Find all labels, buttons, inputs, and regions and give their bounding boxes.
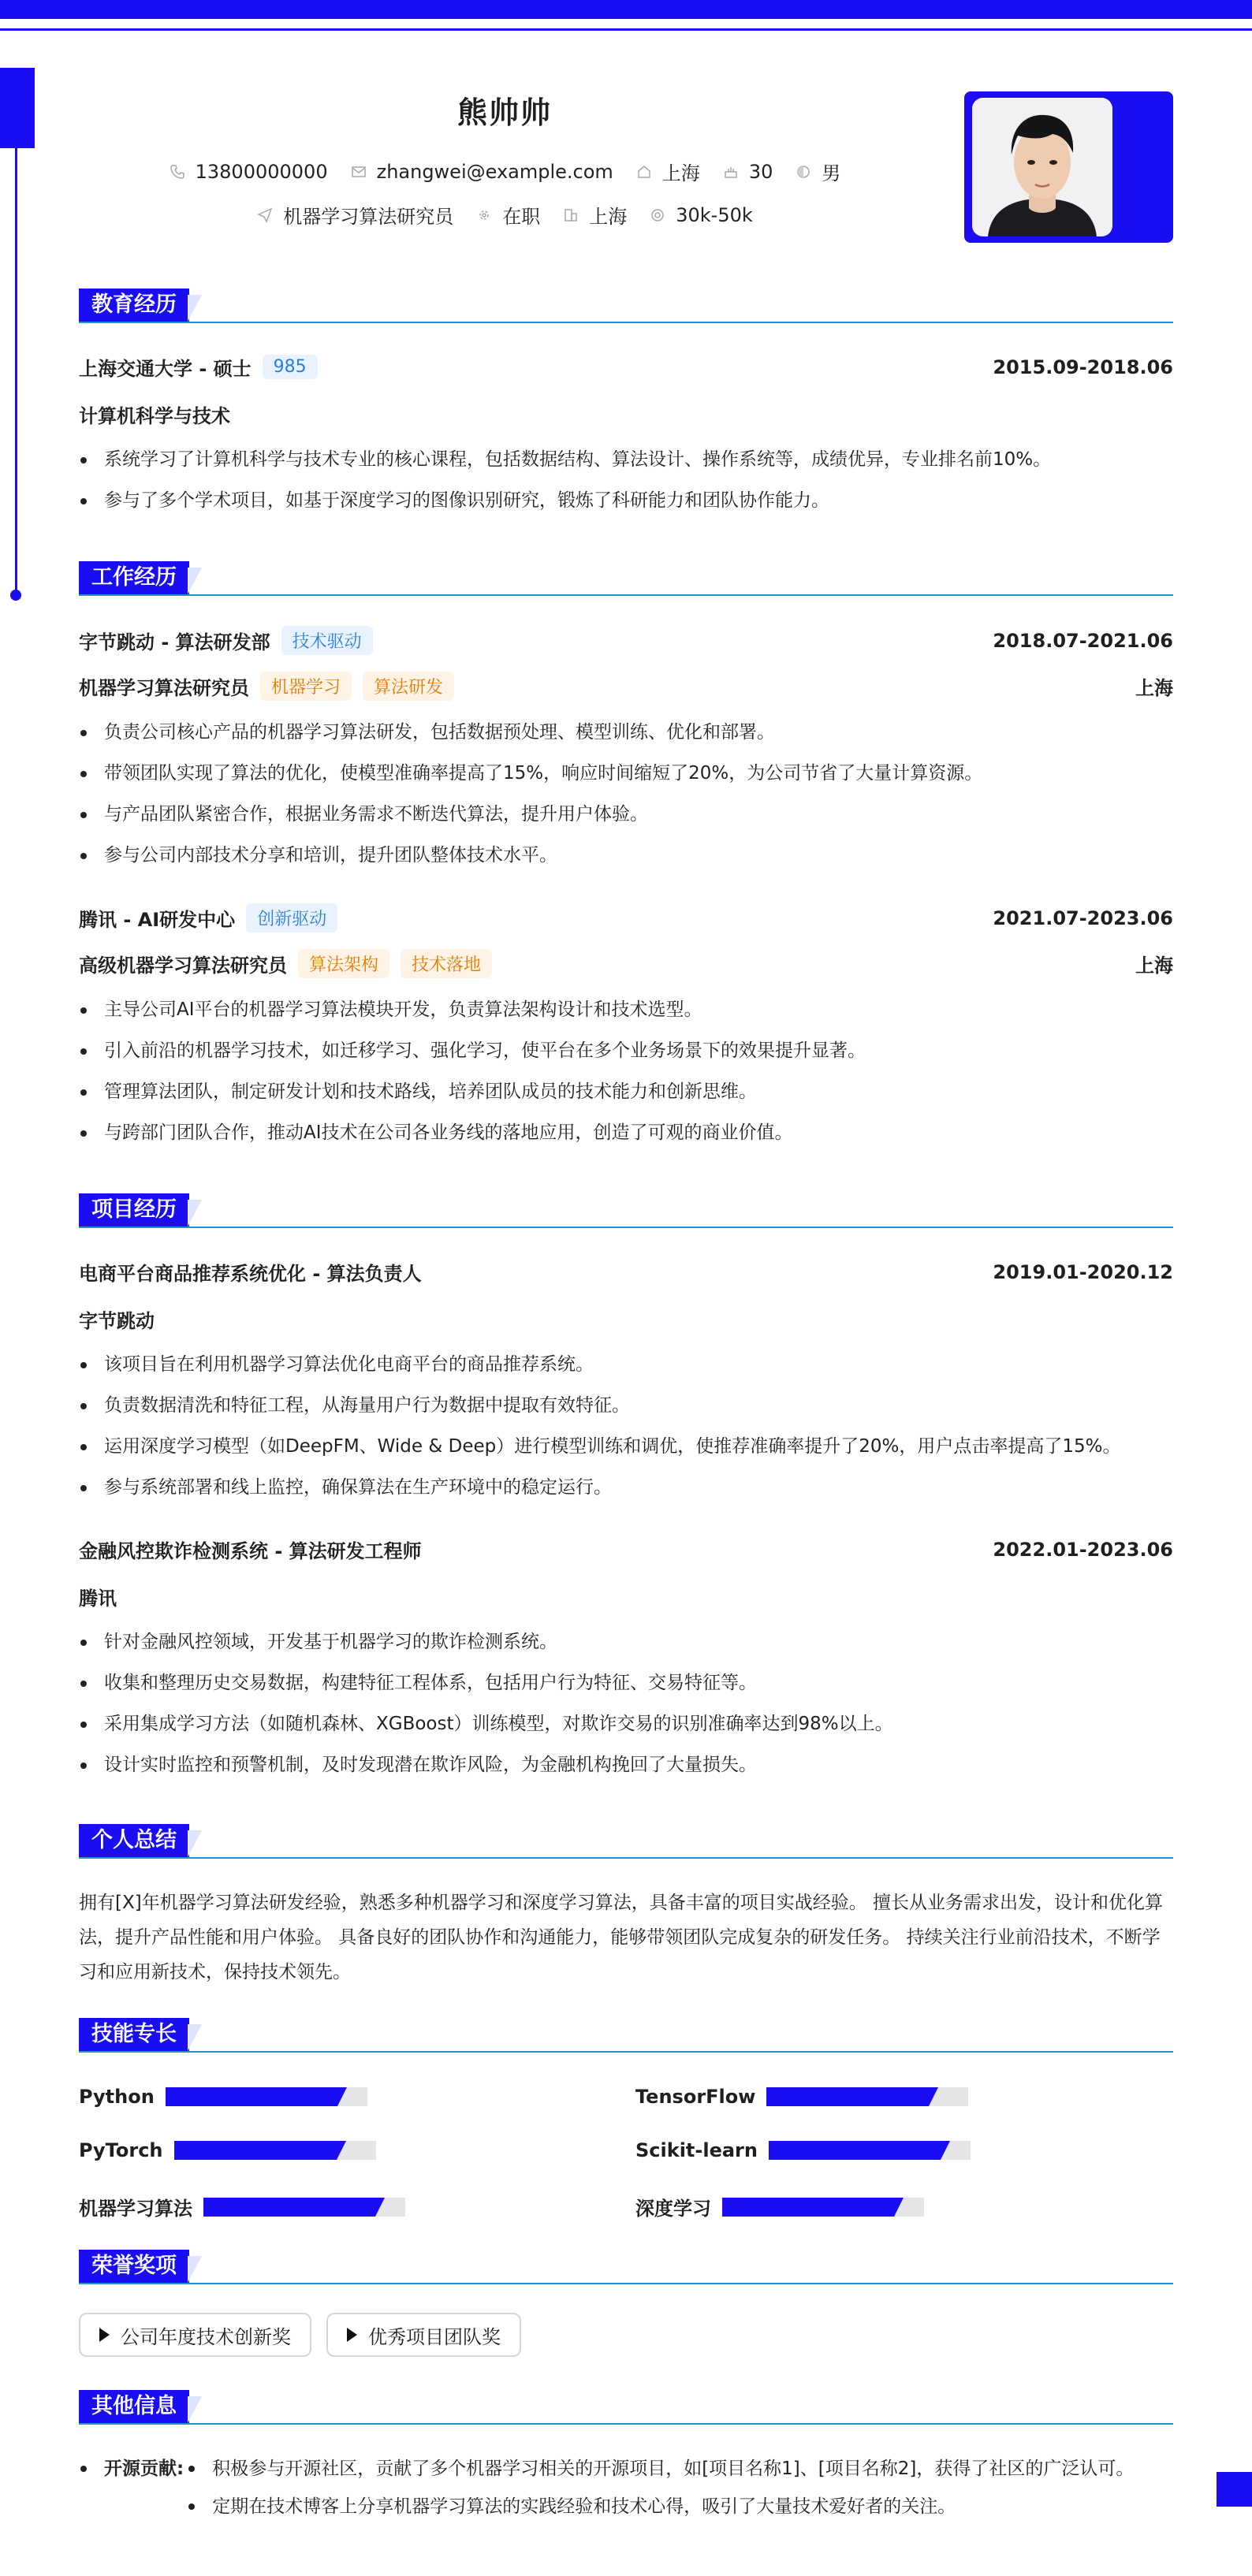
bullet-dot	[188, 2466, 195, 2472]
skill-bar-fill	[174, 2141, 337, 2160]
skill-bar-fill	[722, 2198, 894, 2217]
list-item: 该项目旨在利用机器学习算法优化电商平台的商品推荐系统。	[79, 1353, 1173, 1376]
company-tag: 创新驱动	[246, 903, 337, 932]
list-item: 负责数据清洗和特征工程，从海量用户行为数据中提取有效特征。	[79, 1394, 1173, 1417]
section-header	[79, 561, 1173, 596]
role-tag: 算法架构	[298, 949, 389, 978]
list-item: 与跨部门团队合作，推动AI技术在公司各业务线的落地应用，创造了可观的商业价值。	[79, 1121, 1173, 1145]
projects-section	[79, 1193, 1173, 1228]
project-date: 2022.01-2023.06	[993, 1538, 1173, 1561]
section-title-tail	[188, 1200, 202, 1227]
side-accent-block	[0, 68, 35, 148]
skill-name: TensorFlow	[635, 2086, 756, 2108]
section-title: 其他信息	[79, 2390, 189, 2423]
section-rule	[79, 2283, 1173, 2284]
section-rule	[79, 322, 1173, 323]
skill-bar	[166, 2087, 367, 2106]
role-title: 高级机器学习算法研究员	[79, 955, 287, 977]
target-city-text: 上海	[589, 206, 628, 228]
list-item: 参与了多个学术项目，如基于深度学习的图像识别研究，锻炼了科研能力和团队协作能力。	[79, 489, 1173, 512]
top-accent-bar	[0, 0, 1252, 19]
job-row	[79, 903, 1173, 932]
section-rule	[79, 2423, 1173, 2425]
list-item: 针对金融风控领域，开发基于机器学习的欺诈检测系统。	[79, 1630, 1173, 1654]
skill-item	[635, 2193, 924, 2220]
gear-icon	[475, 207, 493, 224]
mail-icon	[350, 163, 367, 181]
building-icon	[562, 207, 579, 224]
role-tag: 算法研发	[363, 672, 454, 701]
list-item: 设计实时监控和预警机制，及时发现潜在欺诈风险，为金融机构挽回了大量损失。	[79, 1753, 1173, 1777]
target-city-item	[562, 201, 627, 229]
skill-bar-fill	[769, 2141, 941, 2160]
list-item: 负责公司核心产品的机器学习算法研发，包括数据预处理、模型训练、优化和部署。	[79, 720, 1173, 744]
corner-accent-block	[1217, 2472, 1252, 2507]
skill-name: 深度学习	[635, 2198, 711, 2220]
section-header	[79, 1824, 1173, 1859]
skill-bar	[769, 2141, 971, 2160]
section-header	[79, 1193, 1173, 1228]
role-title: 机器学习算法研究员	[79, 677, 249, 699]
list-item: 收集和整理历史交易数据，构建特征工程体系，包括用户行为特征、交易特征等。	[79, 1671, 1173, 1695]
project-date: 2019.01-2020.12	[993, 1260, 1173, 1283]
skill-name: Python	[79, 2086, 155, 2108]
project-row	[79, 1258, 1173, 1286]
contact-row-1	[79, 158, 930, 185]
photo-frame	[964, 91, 1173, 243]
summary-text: 拥有[X]年机器学习算法研发经验，熟悉多种机器学习和深度学习算法，具备丰富的项目实战经验。 擅长从业务需求出发，设计和优化算法，提升产品性能和用户体验。 具备良好的团队协作和沟通能力，能够带领团队完成复杂的研发任务。 持续关注行业前沿技术，不断学习和应用新技术，保持技术领先。	[79, 1893, 1164, 1982]
section-rule	[79, 594, 1173, 596]
section-title-tail	[188, 295, 202, 322]
skill-bar-fill	[203, 2198, 375, 2217]
skill-name: 机器学习算法	[79, 2198, 192, 2220]
award-badge	[79, 2313, 311, 2357]
list-item: 运用深度学习模型（如DeepFM、Wide & Deep）进行模型训练和调优，使推荐准确率提升了20%，用户点击率提高了15%。	[79, 1435, 1173, 1458]
phone-text: 13800000000	[195, 160, 328, 183]
honors-section	[79, 2250, 1173, 2284]
other-item-text: 积极参与开源社区，贡献了多个机器学习相关的开源项目，如[项目名称1]、[项目名称2]，获得了社区的广泛认可。	[212, 2459, 1135, 2479]
award-label: 优秀项目团队奖	[368, 2325, 501, 2348]
sub-list-item	[187, 2453, 1173, 2485]
gender-item	[795, 158, 840, 185]
skill-bar	[722, 2198, 924, 2217]
summary-section	[79, 1824, 1173, 1859]
phone-item	[169, 161, 328, 183]
section-title: 项目经历	[79, 1193, 189, 1227]
salary-text: 30k-50k	[676, 203, 753, 226]
major-row	[79, 400, 1173, 428]
bullet-dot	[80, 2466, 87, 2472]
list-item: 采用集成学习方法（如随机森林、XGBoost）训练模型，对欺诈交易的识别准确率达到98%以上。	[79, 1712, 1173, 1736]
role-tag: 技术落地	[401, 949, 492, 978]
list-item: 系统学习了计算机科学与技术专业的核心课程，包括数据结构、算法设计、操作系统等，成绩优异，专业排名前10%。	[79, 448, 1173, 471]
city-item	[635, 158, 700, 185]
role-row	[79, 949, 1173, 978]
city-text: 上海	[661, 162, 700, 184]
skill-item	[79, 2193, 405, 2220]
candidate-name: 熊帅帅	[456, 95, 552, 130]
list-item: 管理算法团队，制定研发计划和技术路线，培养团队成员的技术能力和创新思维。	[79, 1080, 1173, 1104]
send-icon	[256, 207, 274, 224]
email-text: zhangwei@example.com	[376, 160, 613, 183]
school-name: 上海交通大学 - 硕士	[79, 358, 252, 380]
other-sublist	[192, 2453, 1173, 2522]
section-header	[79, 2390, 1173, 2425]
company-name: 腾讯 - AI研发中心	[79, 909, 236, 931]
top-accent-line	[0, 28, 1252, 31]
coin-icon	[649, 207, 666, 224]
section-title: 个人总结	[79, 1824, 189, 1857]
project-org: 字节跳动	[79, 1310, 155, 1332]
play-icon	[347, 2328, 357, 2342]
section-rule	[79, 2051, 1173, 2053]
company-tag: 技术驱动	[281, 626, 373, 655]
bullet-dot	[188, 2503, 195, 2510]
section-title-tail	[188, 2396, 202, 2423]
age-item	[722, 161, 773, 183]
project-name: 电商平台商品推荐系统优化 - 算法负责人	[79, 1263, 422, 1285]
project-org-row	[79, 1583, 1173, 1610]
job-date: 2018.07-2021.06	[993, 629, 1173, 652]
section-header	[79, 2250, 1173, 2284]
section-title: 教育经历	[79, 288, 189, 322]
avatar	[972, 98, 1112, 236]
section-rule	[79, 1227, 1173, 1228]
project-row	[79, 1536, 1173, 1563]
education-date: 2015.09-2018.06	[993, 356, 1173, 378]
award-badge	[326, 2313, 521, 2357]
phone-icon	[169, 163, 186, 181]
status-text: 在职	[502, 206, 541, 228]
skill-item	[635, 2139, 971, 2161]
skill-item	[79, 2139, 376, 2161]
project-name: 金融风控欺诈检测系统 - 算法研发工程师	[79, 1540, 422, 1562]
side-accent-line	[15, 148, 17, 597]
other-info-list	[79, 2453, 1173, 2522]
role-row	[79, 672, 1173, 701]
school-tag: 985	[263, 355, 318, 379]
side-accent-dot	[10, 590, 21, 601]
skill-name: PyTorch	[79, 2139, 163, 2161]
cake-icon	[722, 163, 740, 181]
position-item	[256, 201, 453, 229]
skill-item	[79, 2086, 367, 2108]
skill-name: Scikit-learn	[635, 2139, 758, 2161]
skills-section	[79, 2018, 1173, 2053]
job-location: 上海	[1135, 955, 1173, 977]
section-title-tail	[188, 1830, 202, 1857]
status-item	[475, 201, 540, 229]
education-section	[79, 288, 1173, 323]
list-item: 主导公司AI平台的机器学习算法模块开发，负责算法架构设计和技术选型。	[79, 998, 1173, 1022]
skill-bar-fill	[166, 2087, 337, 2106]
section-title: 荣誉奖项	[79, 2250, 189, 2283]
section-title: 工作经历	[79, 561, 189, 594]
gender-text: 男	[822, 162, 841, 184]
age-text: 30	[748, 160, 773, 183]
skill-bar-fill	[766, 2087, 929, 2106]
other-item-text: 定期在技术博客上分享机器学习算法的实践经验和技术心得，吸引了大量技术爱好者的关注。	[212, 2496, 956, 2517]
section-title: 技能专长	[79, 2018, 189, 2051]
section-header	[79, 288, 1173, 323]
skill-item	[635, 2086, 968, 2108]
project-org: 腾讯	[79, 1588, 117, 1610]
section-title-tail	[188, 568, 202, 594]
role-tag: 机器学习	[260, 672, 352, 701]
section-title-tail	[188, 2256, 202, 2283]
list-item: 参与系统部署和线上监控，确保算法在生产环境中的稳定运行。	[79, 1476, 1173, 1499]
section-title-tail	[188, 2024, 202, 2051]
play-icon	[99, 2328, 110, 2342]
position-text: 机器学习算法研究员	[283, 206, 454, 228]
list-item: 与产品团队紧密合作，根据业务需求不断迭代算法，提升用户体验。	[79, 802, 1173, 826]
education-row	[79, 353, 1173, 381]
major: 计算机科学与技术	[79, 405, 230, 427]
other-label: 开源贡献:	[104, 2459, 184, 2479]
gender-icon	[795, 163, 812, 181]
work-section	[79, 561, 1173, 596]
skill-bar	[203, 2198, 405, 2217]
contact-row-2	[79, 201, 930, 229]
company-name: 字节跳动 - 算法研发部	[79, 631, 270, 653]
home-icon	[635, 163, 653, 181]
project-org-row	[79, 1305, 1173, 1333]
skill-bar	[766, 2087, 968, 2106]
section-rule	[79, 1857, 1173, 1859]
job-location: 上海	[1135, 677, 1173, 699]
list-item	[79, 2453, 1173, 2522]
award-label: 公司年度技术创新奖	[121, 2325, 291, 2348]
salary-item	[649, 204, 753, 226]
job-date: 2021.07-2023.06	[993, 906, 1173, 929]
sub-list-item	[187, 2491, 1173, 2522]
other-section	[79, 2390, 1173, 2425]
skill-bar	[174, 2141, 376, 2160]
list-item: 带领团队实现了算法的优化，使模型准确率提高了15%，响应时间缩短了20%，为公司节省了大量计算资源。	[79, 761, 1173, 785]
section-header	[79, 2018, 1173, 2053]
list-item: 引入前沿的机器学习技术，如迁移学习、强化学习，使平台在多个业务场景下的效果提升显著。	[79, 1039, 1173, 1063]
email-item	[350, 161, 613, 183]
list-item: 参与公司内部技术分享和培训，提升团队整体技术水平。	[79, 843, 1173, 867]
job-row	[79, 626, 1173, 655]
